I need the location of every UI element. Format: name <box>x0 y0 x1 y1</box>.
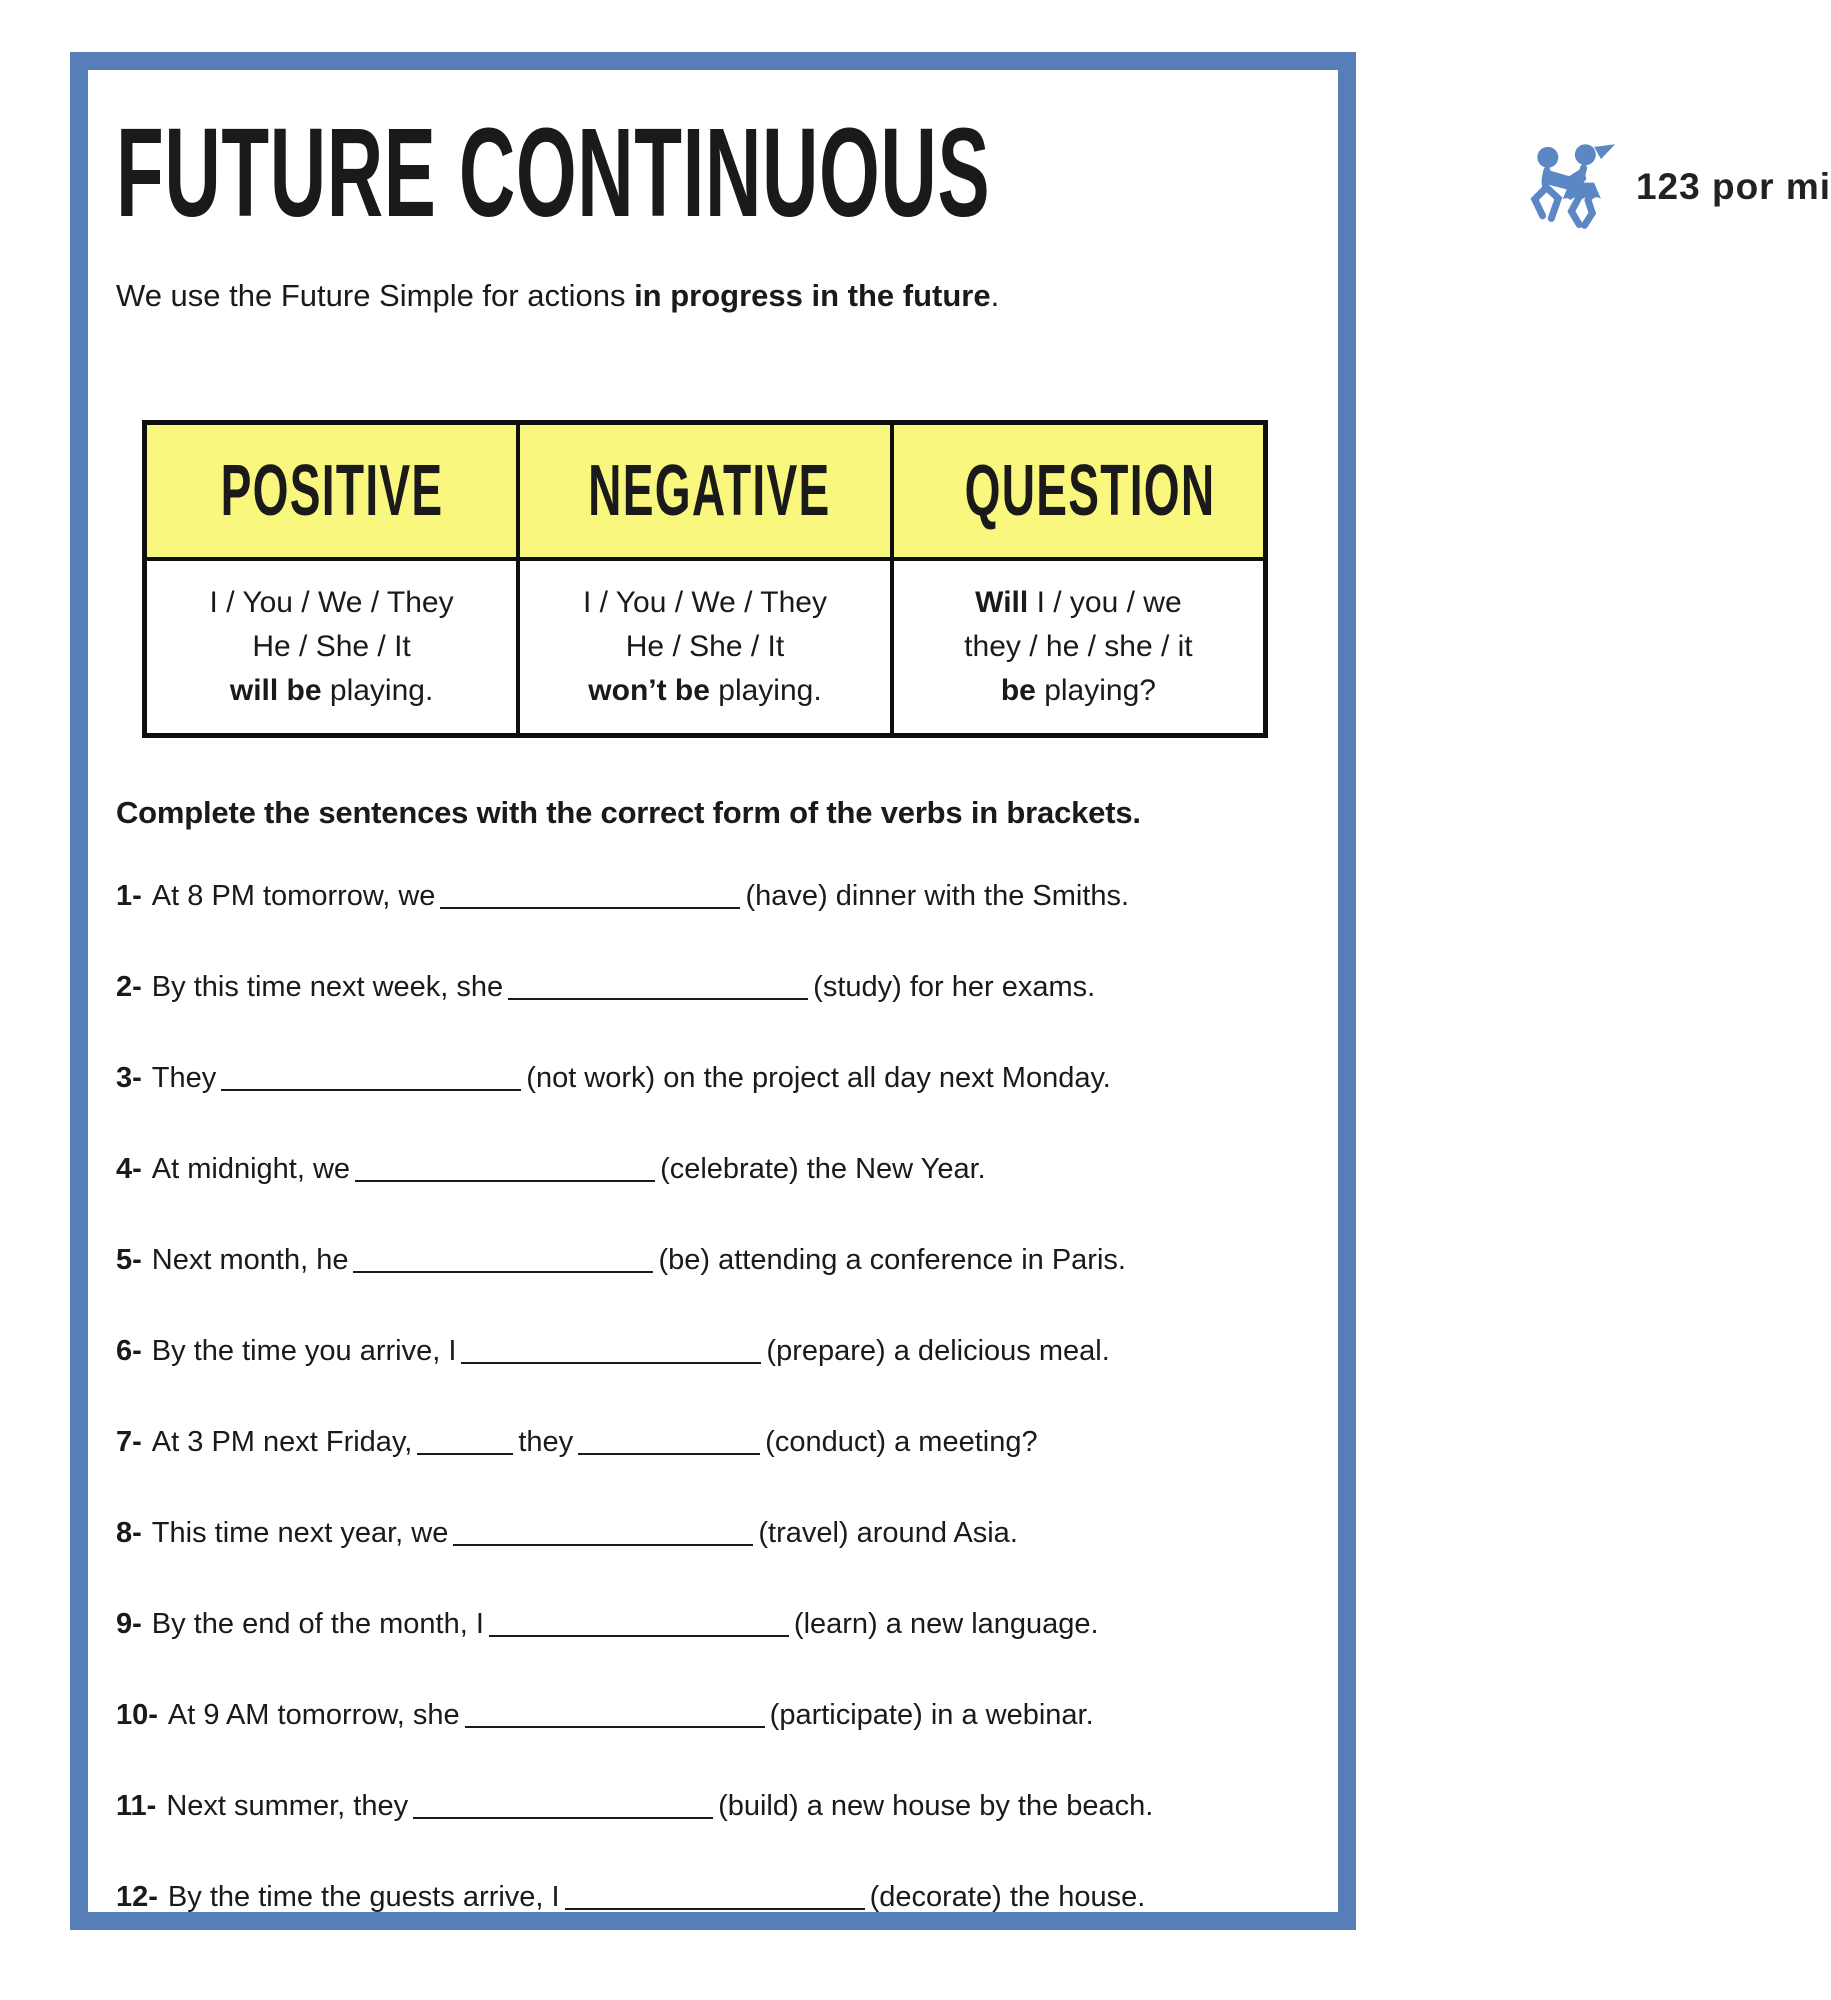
sentence-text: At 8 PM tomorrow, we (have) dinner with the Smiths. <box>151 880 1130 912</box>
sentence-text: By the time you arrive, I (prepare) a delicious meal. <box>151 1335 1110 1367</box>
negative-cell <box>518 559 892 736</box>
worksheet-content <box>88 70 1831 1914</box>
sentence-item-12 <box>116 1875 1312 1914</box>
page-title <box>116 102 1526 243</box>
sentence-item-3 <box>116 1056 1312 1095</box>
dancing-kids-icon <box>1526 144 1622 230</box>
answer-blank <box>453 1515 753 1546</box>
header-row <box>116 102 1831 243</box>
answer-blank <box>440 878 740 909</box>
answer-blank <box>489 1606 789 1637</box>
sentence-number: 10- <box>116 1699 158 1731</box>
answer-blank <box>508 969 808 1000</box>
cell-line: Will I / you / we <box>975 586 1182 619</box>
grammar-table <box>142 420 1268 738</box>
intro-text: We use the Future Simple for actions in progress in the future. <box>116 278 1000 313</box>
sentence-text: Next summer, they (build) a new house by the beach. <box>166 1790 1154 1822</box>
sentence-number: 7- <box>116 1426 142 1458</box>
answer-blank <box>417 1424 513 1455</box>
answer-blank <box>221 1060 521 1091</box>
answer-blank <box>465 1697 765 1728</box>
cell-line: I / You / We / They <box>209 586 454 619</box>
cell-line: will be playing. <box>229 674 434 707</box>
question-cell <box>892 559 1266 736</box>
sentence-text: At midnight, we (celebrate) the New Year. <box>151 1153 986 1185</box>
page-title-text: FUTURE CONTINUOUS <box>116 102 991 243</box>
table-header-row <box>145 423 1266 560</box>
sentence-item-9 <box>116 1602 1312 1641</box>
sentence-text: At 9 AM tomorrow, she (participate) in a webinar. <box>167 1699 1094 1731</box>
positive-cell <box>145 559 519 736</box>
sentence-item-1 <box>116 874 1312 913</box>
sentence-number: 6- <box>116 1335 142 1367</box>
sentence-number: 4- <box>116 1153 142 1185</box>
sentence-text: By this time next week, she (study) for her exams. <box>151 971 1096 1003</box>
brand-name: 123 por mi <box>1635 166 1831 207</box>
sentence-number: 2- <box>116 971 142 1003</box>
cell-line: won’t be playing. <box>588 674 822 707</box>
column-header-negative: NEGATIVE <box>518 423 892 560</box>
exercise-instruction: Complete the sentences with the correct form of the verbs in brackets. <box>116 795 1141 830</box>
answer-blank <box>461 1333 761 1364</box>
sentence-text: By the time the guests arrive, I (decorate) the house. <box>167 1881 1146 1913</box>
answer-blank <box>413 1788 713 1819</box>
sentence-text: This time next year, we (travel) around Asia. <box>151 1517 1018 1549</box>
sentence-list <box>116 874 1312 1914</box>
column-header-positive: POSITIVE <box>145 423 519 560</box>
sentence-number: 11- <box>116 1790 157 1822</box>
cell-line: be playing? <box>1000 674 1156 707</box>
sentence-text: Next month, he (be) attending a conference in Paris. <box>151 1244 1126 1276</box>
cell-line: they / he / she / it <box>964 630 1193 663</box>
sentence-number: 3- <box>116 1062 142 1094</box>
sentence-item-11 <box>116 1784 1312 1823</box>
sentence-number: 8- <box>116 1517 142 1549</box>
sentence-item-5 <box>116 1238 1312 1277</box>
answer-blank <box>355 1151 655 1182</box>
sentence-text: At 3 PM next Friday, they (conduct) a meeting? <box>151 1426 1038 1458</box>
cell-line: He / She / It <box>252 630 411 663</box>
sentence-text: They (not work) on the project all day next Monday. <box>151 1062 1111 1094</box>
sentence-item-8 <box>116 1511 1312 1550</box>
sentence-item-6 <box>116 1329 1312 1368</box>
table-body-row <box>145 559 1266 736</box>
cell-line: He / She / It <box>625 630 785 663</box>
answer-blank <box>353 1242 653 1273</box>
answer-blank <box>578 1424 760 1455</box>
sentence-number: 12- <box>116 1881 158 1913</box>
sentence-number: 5- <box>116 1244 142 1276</box>
answer-blank <box>565 1879 865 1910</box>
sentence-item-2 <box>116 965 1312 1004</box>
column-header-question: QUESTION <box>892 423 1266 560</box>
worksheet-page <box>70 52 1831 1930</box>
sentence-item-4 <box>116 1147 1312 1186</box>
sentence-item-10 <box>116 1693 1312 1732</box>
sentence-text: By the end of the month, I (learn) a new language. <box>151 1608 1099 1640</box>
sentence-number: 9- <box>116 1608 142 1640</box>
sentence-number: 1- <box>116 880 142 912</box>
cell-line: I / You / We / They <box>582 586 827 619</box>
sentence-item-7 <box>116 1420 1312 1459</box>
brand-logo <box>1526 144 1831 230</box>
